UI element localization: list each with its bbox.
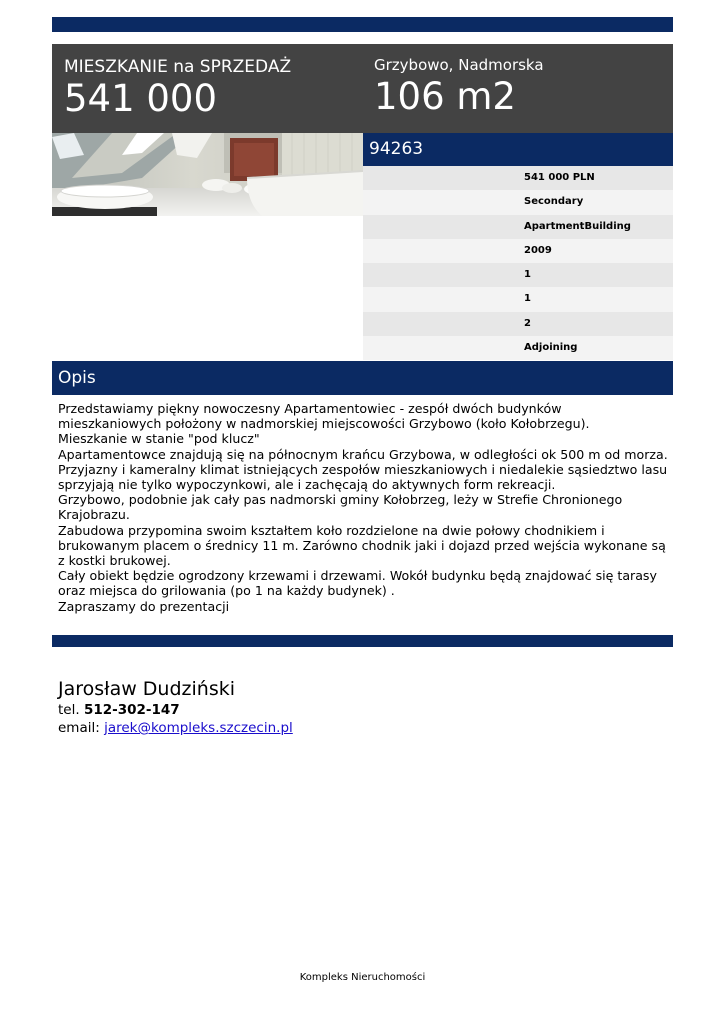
agent-name: Jarosław Dudziński xyxy=(58,678,235,700)
offer-type: MIESZKANIE na SPRZEDAŻ xyxy=(64,57,292,77)
description-paragraph: Zabudowa przypomina swoim kształtem koło rozdzielone na dwie połowy chodnikiem i brukowanym placem o średnicy 11 m. Zarówno chodnik jaki i dojazd przed wejścia wykonane są z kostki brukowej. xyxy=(58,522,666,569)
description-paragraph: Przedstawiamy piękny nowoczesny Apartamentowiec - zespół dwóch budynków mieszkaniowych położony w nadmorskiej miejscowości Grzybowo (koło Kołobrzegu). xyxy=(58,401,590,432)
agent-phone: 512-302-147 xyxy=(83,702,180,718)
listing-header xyxy=(52,44,673,133)
detail-row: 541 000 PLN xyxy=(363,166,673,190)
listing-id: 94263 xyxy=(363,133,673,166)
email-label: email: xyxy=(58,720,100,736)
detail-row: Adjoining xyxy=(363,336,673,360)
description-paragraph: Przyjazny i kameralny klimat istniejących zespołów mieszkaniowych i niedalekie sąsiedztwo lasu sprzyjają nie tylko wypoczynkowi, ale i zachęcają do aktywnych form rekreacji. xyxy=(58,461,668,493)
description-paragraph: Grzybowo, podobnie jak cały pas nadmorski gminy Kołobrzeg, leży w Strefie Chronionego Krajobrazu. xyxy=(58,492,623,523)
offer-area: 106 m2 xyxy=(374,75,516,118)
footer-company: Kompleks Nieruchomości xyxy=(299,972,426,983)
header-right xyxy=(374,56,544,118)
property-photo-bathroom xyxy=(52,133,363,216)
phone-label: tel. xyxy=(58,702,80,718)
description-paragraph: Apartamentowce znajdują się na północnym krańcu Grzybowa, w odległości ok 500 m od morza. xyxy=(58,446,668,462)
property-details-table xyxy=(363,133,673,360)
agent-email-line xyxy=(58,719,293,737)
bottom-decorative-bar xyxy=(52,635,673,647)
detail-row: Secondary xyxy=(363,190,673,214)
description-paragraph: Zapraszamy do prezentacji xyxy=(58,598,230,614)
offer-location: Grzybowo, Nadmorska xyxy=(374,56,544,74)
description-body xyxy=(58,401,668,614)
agent-contact xyxy=(58,678,293,737)
agent-email-link[interactable]: jarek@kompleks.szczecin.pl xyxy=(104,720,293,736)
detail-row: 2 xyxy=(363,312,673,336)
header-left xyxy=(64,56,291,120)
detail-row: 1 xyxy=(363,263,673,287)
description-paragraph: Cały obiekt będzie ogrodzony krzewami i drzewami. Wokół budynku będą znajdować się tarasy oraz miejsca do grilowania (po 1 na każdy budynek) . xyxy=(58,568,657,599)
detail-row: 1 xyxy=(363,287,673,311)
offer-price: 541 000 xyxy=(64,77,218,120)
top-decorative-bar xyxy=(52,17,673,32)
agent-phone-line xyxy=(58,701,293,719)
detail-row: 2009 xyxy=(363,239,673,263)
detail-row: ApartmentBuilding xyxy=(363,215,673,239)
description-title: Opis xyxy=(52,361,673,395)
description-paragraph: Mieszkanie w stanie "pod klucz" xyxy=(58,431,260,447)
